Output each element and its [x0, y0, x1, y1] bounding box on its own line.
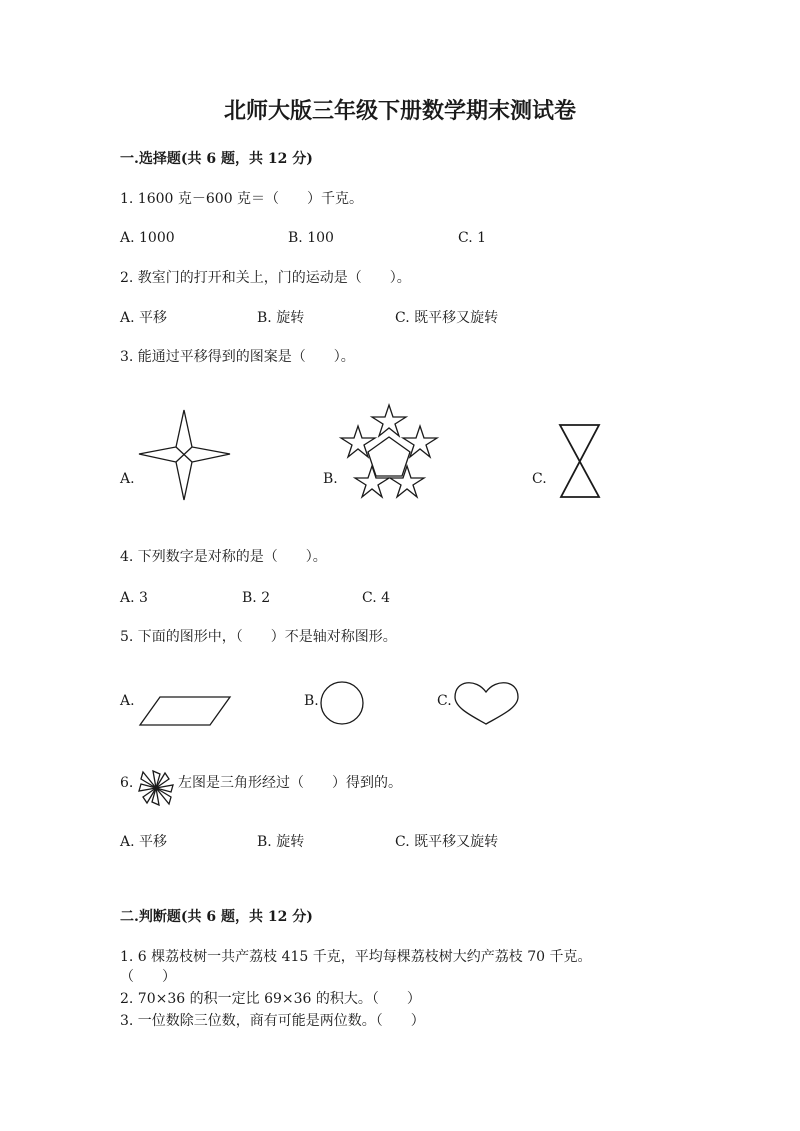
question-4-option-c: C. 4 — [362, 590, 391, 606]
page-title: 北师大版三年级下册数学期末测试卷 — [223, 98, 576, 124]
question-1-stem: 1. 1600 克－600 克＝（ ）千克。 — [120, 191, 364, 207]
question-6-number: 6. — [120, 775, 134, 791]
question-3-option-a: A. — [120, 471, 135, 487]
question-5-option-b: B. — [304, 693, 319, 709]
question-6-option-b: B. 旋转 — [257, 834, 305, 850]
question-5-option-c: C. — [437, 693, 452, 709]
question-2-stem: 2. 教室门的打开和关上，门的运动是（ ）。 — [120, 270, 411, 286]
question-1-option-a: A. 1000 — [120, 230, 175, 246]
judgment-3-stem: 3. 一位数除三位数，商有可能是两位数。（ ） — [120, 1013, 425, 1029]
question-6-option-c: C. 既平移又旋转 — [395, 834, 499, 850]
question-5-stem: 5. 下面的图形中，（ ）不是轴对称图形。 — [120, 629, 397, 645]
question-1-option-b: B. 100 — [288, 230, 334, 246]
question-6-option-a: A. 平移 — [120, 834, 168, 850]
judgment-2-stem: 2. 70×36 的积一定比 69×36 的积大。（ ） — [120, 991, 421, 1007]
section-heading-judgment: 二.判断题(共 6 题，共 12 分) — [120, 909, 313, 925]
question-4-stem: 4. 下列数字是对称的是（ ）。 — [120, 549, 327, 565]
question-2-option-a: A. 平移 — [120, 310, 168, 326]
question-5-option-a: A. — [120, 693, 135, 709]
question-1-option-c: C. 1 — [458, 230, 487, 246]
question-2-option-c: C. 既平移又旋转 — [395, 310, 499, 326]
question-3-option-b: B. — [323, 471, 338, 487]
question-3-stem: 3. 能通过平移得到的图案是（ ）。 — [120, 349, 355, 365]
question-6-stem: 左图是三角形经过（ ）得到的。 — [178, 775, 402, 791]
section-heading-choice: 一.选择题(共 6 题，共 12 分) — [120, 151, 313, 167]
question-3-option-c: C. — [532, 471, 547, 487]
question-4-option-a: A. 3 — [120, 590, 148, 606]
question-2-option-b: B. 旋转 — [257, 310, 305, 326]
judgment-1-stem: 1. 6 棵荔枝树一共产荔枝 415 千克，平均每棵荔枝树大约产荔枝 70 千克。 — [120, 949, 592, 965]
judgment-1-blank: （ ） — [120, 969, 176, 985]
question-4-option-b: B. 2 — [242, 590, 271, 606]
